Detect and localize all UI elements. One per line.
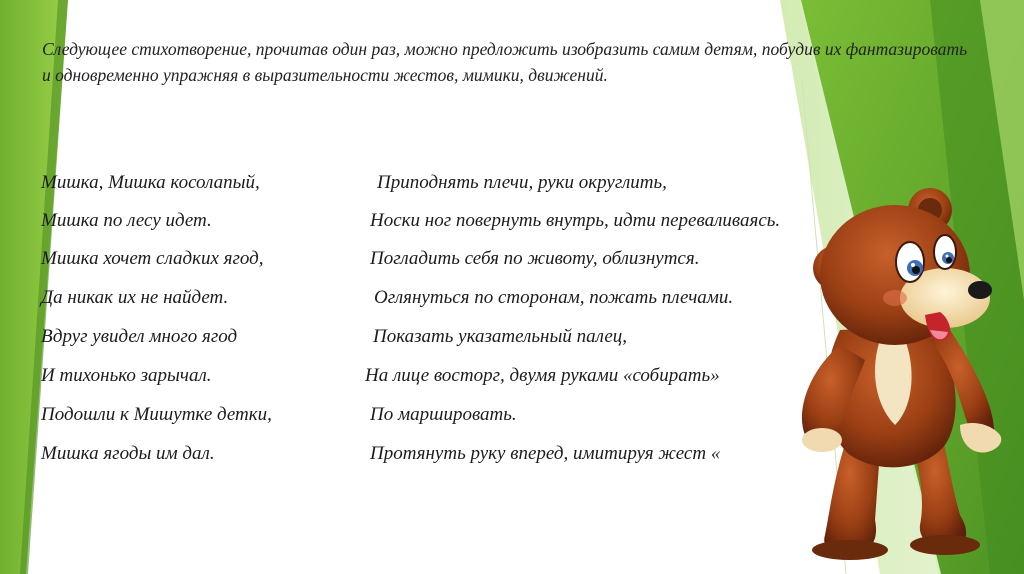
action-line: Погладить себя по животу, облизнутся. — [370, 248, 700, 269]
action-line: По маршировать. — [370, 404, 517, 425]
poem-line: Да никак их не найдет. — [41, 287, 229, 308]
bear-illustration — [780, 180, 1010, 565]
action-line: Протянуть руку вперед, имитируя жест « — [370, 443, 721, 464]
intro-text: Следующее стихотворение, прочитав один раз, можно предложить изобразить самим детям, побудив их фантазировать и одновременно упражняя в выразительности жестов, мимики, движений. — [42, 39, 968, 85]
action-line: Носки ног повернуть внутрь, идти переваливаясь. — [370, 210, 781, 231]
poem-line: Мишка ягоды им дал. — [41, 443, 215, 464]
action-line: Оглянуться по сторонам, пожать плечами. — [374, 287, 734, 308]
poem-line: Мишка, Мишка косолапый, — [41, 172, 260, 193]
action-line: Приподнять плечи, руки округлить, — [377, 172, 667, 193]
poem-line: И тихонько зарычал. — [41, 365, 212, 386]
action-line: На лице восторг, двумя руками «собирать» — [365, 365, 720, 386]
poem-line: Мишка хочет сладких ягод, — [41, 248, 264, 269]
poem-line: Вдруг увидел много ягод — [41, 326, 238, 347]
poem-line: Мишка по лесу идет. — [41, 210, 212, 231]
action-line: Показать указательный палец, — [373, 326, 628, 347]
poem-line: Подошли к Мишутке детки, — [41, 404, 272, 425]
